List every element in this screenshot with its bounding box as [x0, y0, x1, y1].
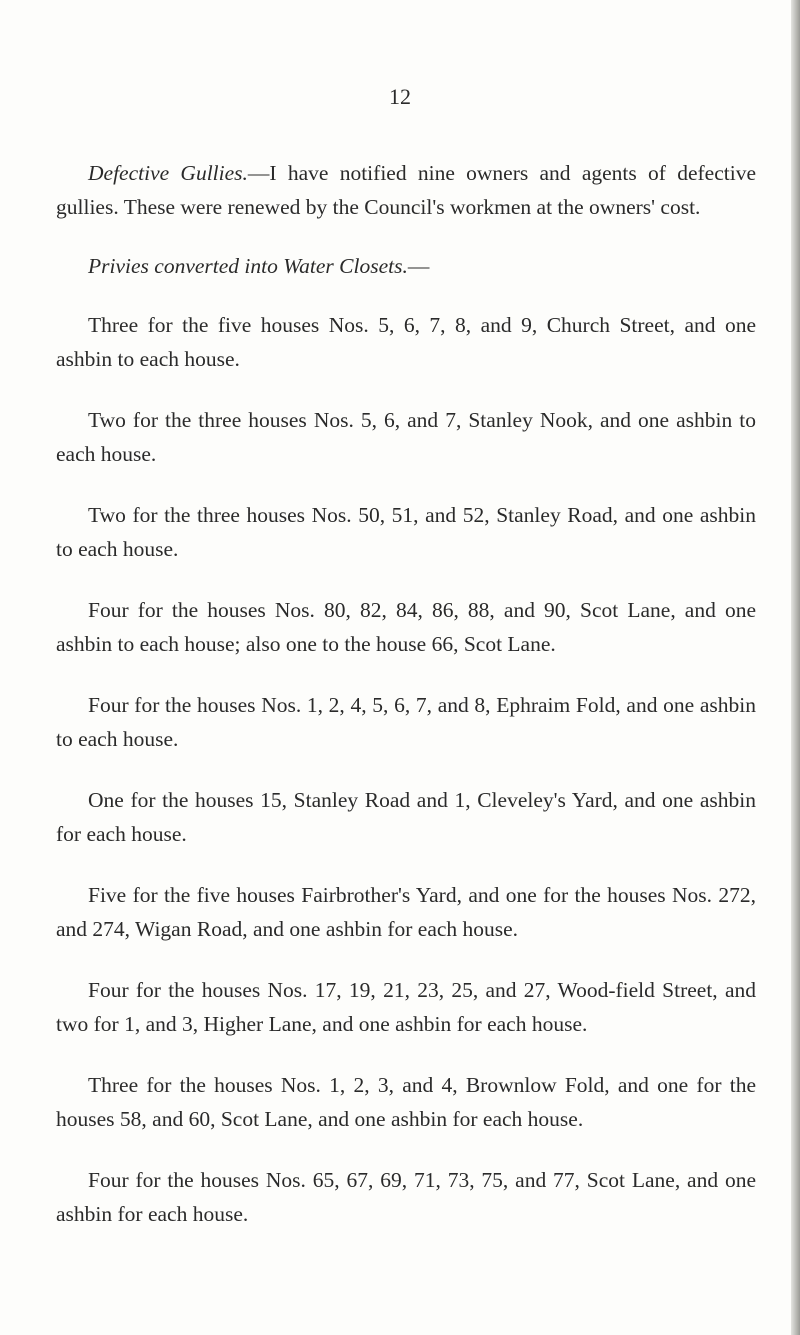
- body-text: [56, 1163, 756, 1231]
- list-item: Three for the five houses Nos. 5, 6, 7, 8, and 9, Church Street, and one ashbin to each house.: [56, 313, 756, 371]
- paragraph-defective-gullies: [56, 156, 756, 224]
- body-text: [56, 308, 756, 376]
- body-text: [56, 973, 756, 1041]
- page-edge-shadow: [791, 0, 800, 1335]
- body-text: [56, 249, 756, 283]
- list-item: Four for the houses Nos. 65, 67, 69, 71, 73, 75, and 77, Scot Lane, and one ashbin for each house.: [56, 1168, 756, 1226]
- list-item: Four for the houses Nos. 17, 19, 21, 23, 25, and 27, Wood-field Street, and two for 1, and 3, Higher Lane, and one ashbin for each house.: [56, 978, 756, 1036]
- body-text: [56, 1068, 756, 1136]
- list-item: Two for the three houses Nos. 5, 6, and 7, Stanley Nook, and one ashbin to each house.: [56, 408, 756, 466]
- body-text: [56, 156, 756, 224]
- page-number: 12: [389, 84, 411, 109]
- section-heading: Defective Gullies.: [88, 161, 248, 185]
- body-text: [56, 403, 756, 471]
- body-text: [56, 878, 756, 946]
- list-item: Four for the houses Nos. 80, 82, 84, 86, 88, and 90, Scot Lane, and one ashbin to each house; also one to the house 66, Scot Lane.: [56, 598, 756, 656]
- paragraph-privies-heading: [56, 249, 756, 283]
- body-text: [56, 593, 756, 661]
- list-item: Four for the houses Nos. 1, 2, 4, 5, 6, 7, and 8, Ephraim Fold, and one ashbin to each house.: [56, 693, 756, 751]
- body-text: [56, 783, 756, 851]
- list-item: Two for the three houses Nos. 50, 51, and 52, Stanley Road, and one ashbin to each house.: [56, 503, 756, 561]
- section-text: —: [407, 254, 430, 278]
- body-text: [56, 688, 756, 756]
- body-text: [56, 498, 756, 566]
- list-item: Five for the five houses Fairbrother's Yard, and one for the houses Nos. 272, and 274, Wigan Road, and one ashbin for each house.: [56, 883, 756, 941]
- section-text: —I have notified nine owners and agents of defective gullies. These were renewed by the Council's workmen at the owners' cost.: [56, 161, 756, 219]
- list-item: One for the houses 15, Stanley Road and 1, Cleveley's Yard, and one ashbin for each house.: [56, 788, 756, 846]
- list-item: Three for the houses Nos. 1, 2, 3, and 4, Brownlow Fold, and one for the houses 58, and 60, Scot Lane, and one ashbin for each house.: [56, 1073, 756, 1131]
- section-heading: Privies converted into Water Closets.: [88, 254, 408, 278]
